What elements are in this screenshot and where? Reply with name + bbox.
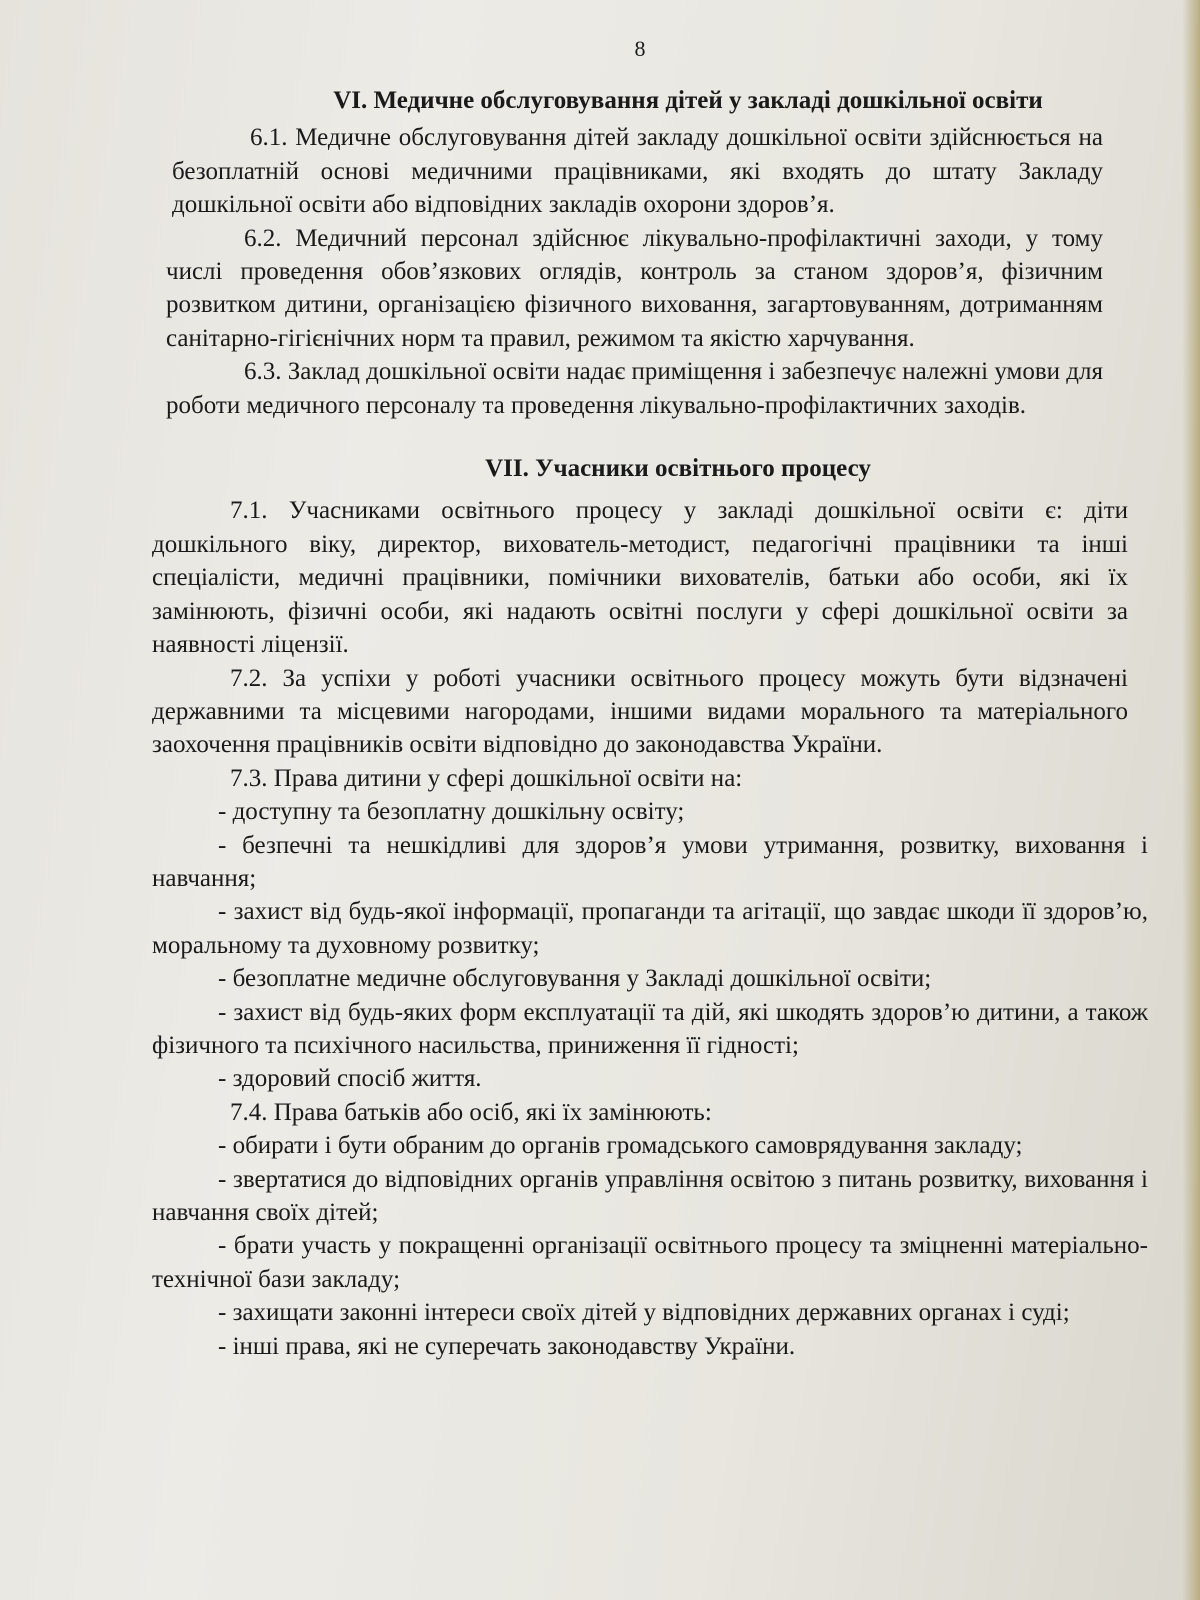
paragraph-7-1: 7.1. Учасниками освітнього процесу у закладі дошкільної освіти є: діти дошкільного віку, директор, вихователь-методист, педагогічні працівники та інші спеціалісти, медичні працівники, помічники вихователів, батьки або особи, які їх замінюють, фізичні особи, які надають освітні послуги у сфері дошкільної освіти за наявності ліцензії. xyxy=(152,497,1128,659)
document-body xyxy=(148,84,1148,1363)
paragraph-7-4-intro: 7.4. Права батьків або осіб, які їх замінюють: xyxy=(230,1098,712,1126)
paragraph-6-2: 6.2. Медичний персонал здійснює лікувально-профілактичні заходи, у тому числі проведення обов’язкових оглядів, контроль за станом здоров’я, фізичним розвитком дитини, організацією фізичного виховання, загартовуванням, дотриманням санітарно-гігієнічних норм та правил, режимом та якістю харчування. xyxy=(166,224,1103,352)
paragraph-6-3: 6.3. Заклад дошкільної освіти надає приміщення і забезпечує належні умови для роботи медичного персоналу та проведення лікувально-профілактичних заходів. xyxy=(166,358,1103,419)
list-item-parent-right: - обирати і бути обраним до органів громадського самоврядування закладу; xyxy=(218,1132,1023,1160)
list-item-child-right: - безпечні та нешкідливі для здоров’я умови утримання, розвитку, виховання і навчання; xyxy=(152,831,1148,892)
list-item-child-right: - безоплатне медичне обслуговування у Закладі дошкільної освіти; xyxy=(218,965,932,993)
list-item-parent-right: - захищати законні інтереси своїх дітей у відповідних державних органах і суді; xyxy=(218,1299,1070,1327)
list-item-child-right: - захист від будь-яких форм експлуатації та дій, які шкодять здоров’ю дитини, а також фізичного та психічного насильства, приниження її гідності; xyxy=(152,998,1148,1059)
list-item-parent-right: - звертатися до відповідних органів управління освітою з питань розвитку, виховання і навчання своїх дітей; xyxy=(152,1165,1148,1226)
page-number: 8 xyxy=(634,36,646,61)
paragraph-6-1: 6.1. Медичне обслуговування дітей закладу дошкільної освіти здійснюється на безоплатній основі медичними працівниками, які входять до штату Закладу дошкільної освіти або відповідних закладів охорони здоров’я. xyxy=(172,124,1103,219)
section-6-heading: VI. Медичне обслуговування дітей у закладі дошкільної освіти xyxy=(333,87,1043,114)
list-item-child-right: - захист від будь-якої інформації, пропаганди та агітації, що завдає шкоди її здоров’ю, моральному та духовному розвитку; xyxy=(152,898,1148,959)
list-item-parent-right: - інші права, які не суперечать законодавству України. xyxy=(218,1332,796,1360)
list-item-parent-right: - брати участь у покращенні організації освітнього процесу та зміцненні матеріально-технічної бази закладу; xyxy=(152,1232,1148,1293)
paragraph-7-3-intro: 7.3. Права дитини у сфері дошкільної освіти на: xyxy=(230,764,743,792)
page-edge-shadow xyxy=(1182,0,1200,1600)
paragraph-7-2: 7.2. За успіхи у роботі учасники освітнього процесу можуть бути відзначені державними та місцевими нагородами, іншими видами морального та матеріального заохочення працівників освіти відповідно до законодавства України. xyxy=(152,664,1128,759)
list-item-child-right: - доступну та безоплатну дошкільну освіту; xyxy=(218,798,685,826)
list-item-child-right: - здоровий спосіб життя. xyxy=(218,1065,482,1093)
section-7-heading: VII. Учасники освітнього процесу xyxy=(485,455,871,483)
